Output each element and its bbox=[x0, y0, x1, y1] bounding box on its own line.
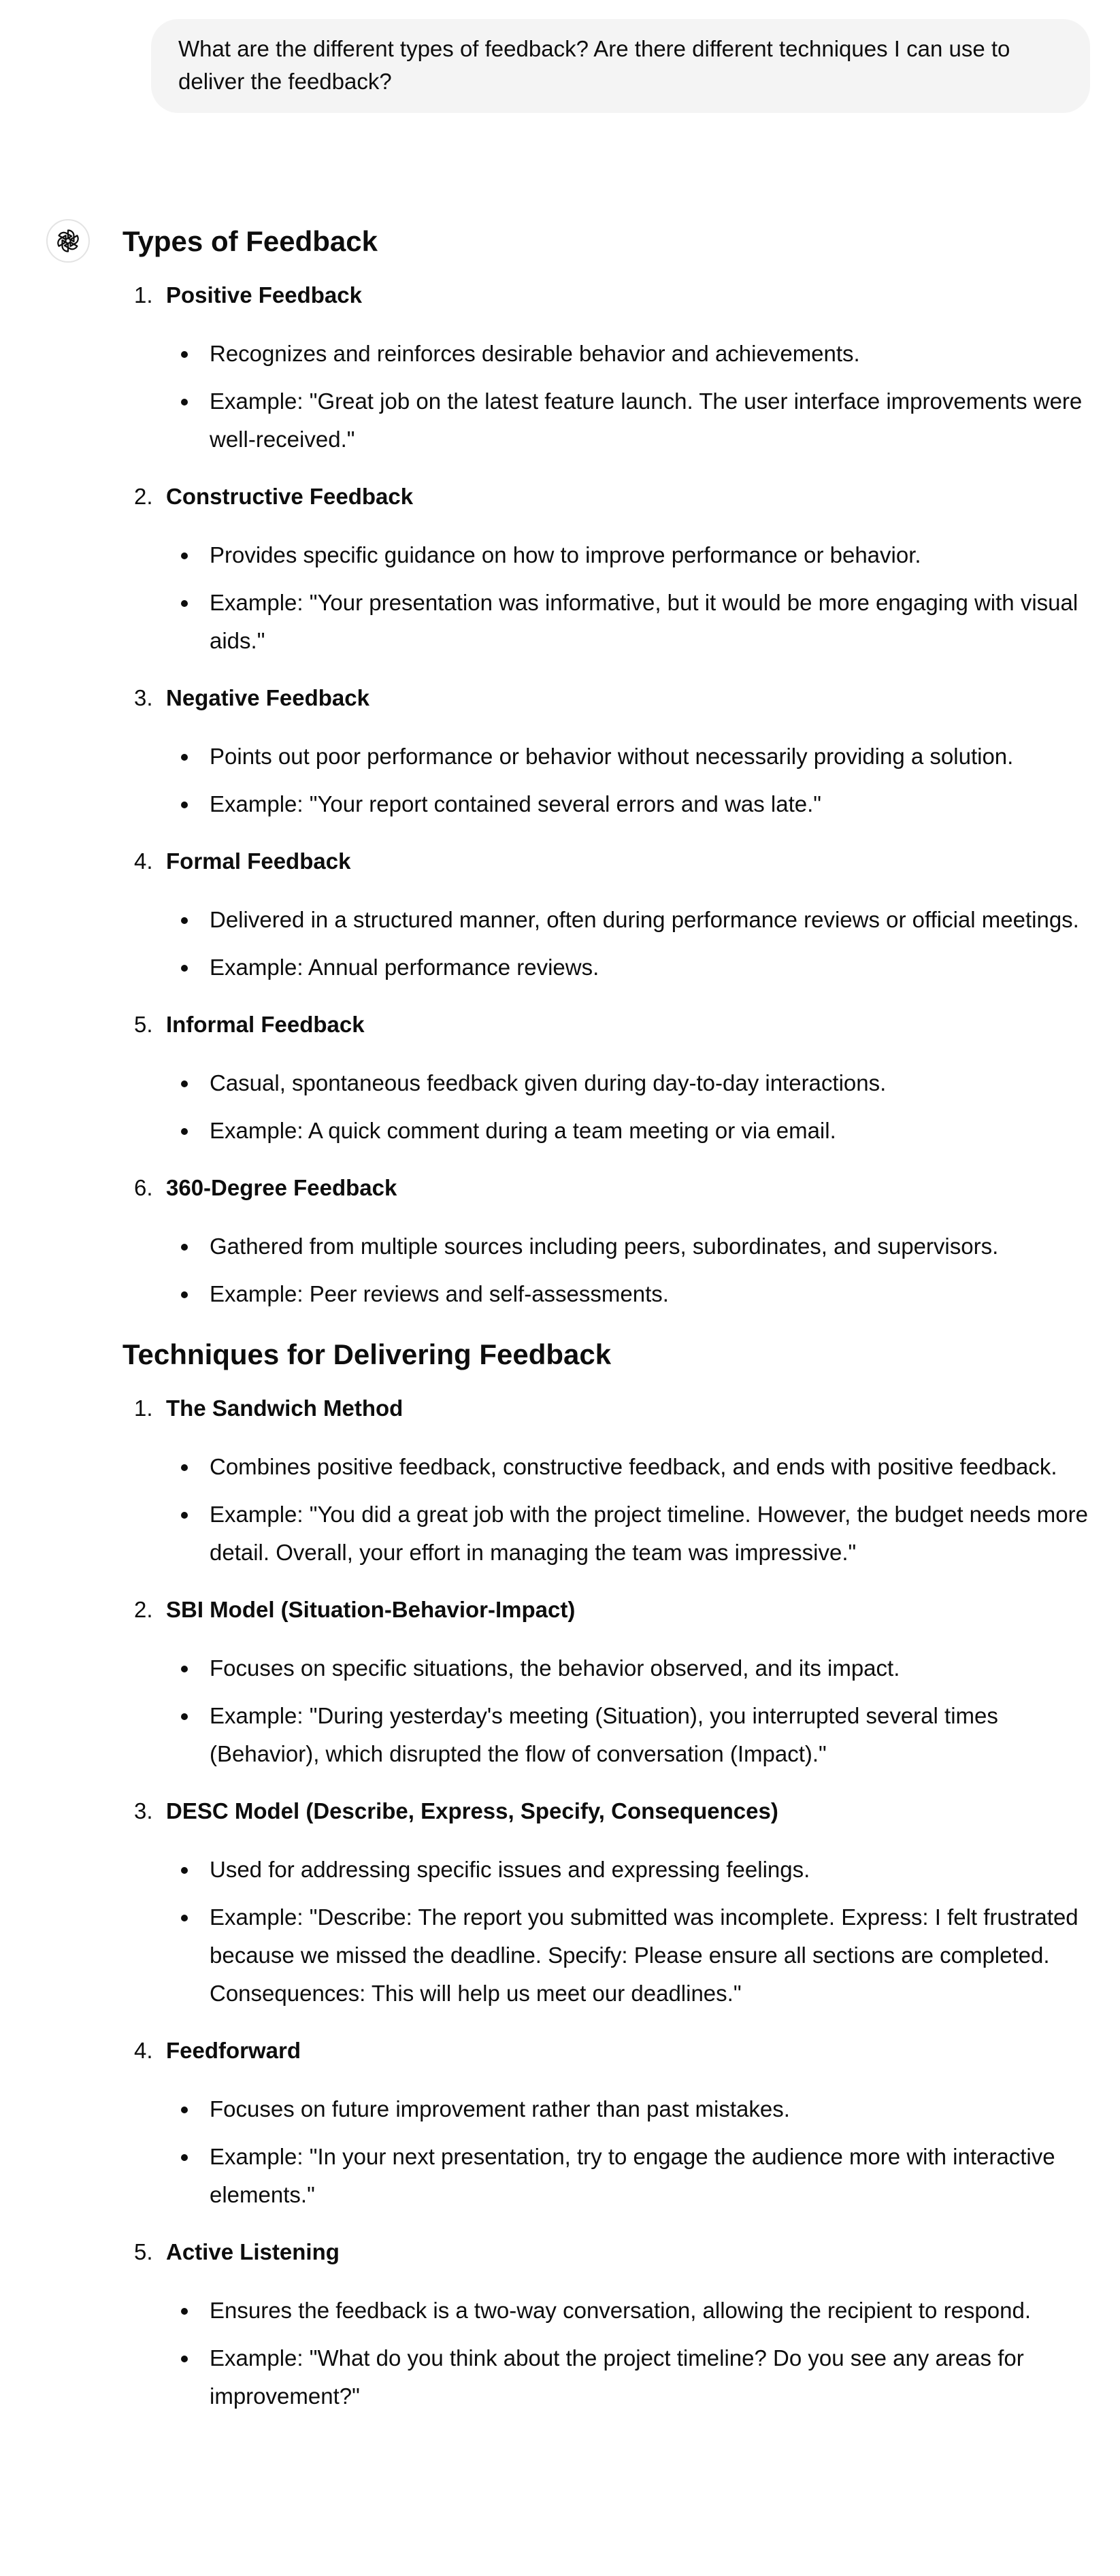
bullet-text: Example: "Great job on the latest feature launch. The user interface improvements were well-received." bbox=[210, 389, 1083, 452]
bullet-item bbox=[166, 1898, 1089, 2013]
bullet-dot-icon bbox=[181, 552, 188, 559]
list-item-number: 6. bbox=[134, 1175, 153, 1200]
bullet-text: Example: "You did a great job with the project timeline. However, the budget needs more detail. Overall, your effort in managing the team was impressive." bbox=[210, 1502, 1088, 1565]
bullet-text: Example: "In your next presentation, try to engage the audience more with interactive elements." bbox=[210, 2144, 1055, 2207]
list-item-number: 5. bbox=[134, 2239, 153, 2264]
list-item bbox=[122, 842, 1089, 987]
bullet-item bbox=[166, 382, 1089, 459]
bullet-item bbox=[166, 1649, 1089, 1687]
bullet-text: Used for addressing specific issues and expressing feelings. bbox=[210, 1857, 810, 1882]
assistant-avatar bbox=[46, 219, 90, 263]
list-item-title: The Sandwich Method bbox=[166, 1396, 403, 1421]
bullet-dot-icon bbox=[181, 917, 188, 924]
bullet-dot-icon bbox=[181, 2154, 188, 2161]
bullet-dot-icon bbox=[181, 1128, 188, 1135]
bullet-list bbox=[166, 335, 1089, 459]
user-message-text: What are the different types of feedback? Are there different techniques I can use to deliver the feedback? bbox=[178, 36, 1010, 94]
bullet-item bbox=[166, 738, 1089, 776]
list-item-number: 1. bbox=[134, 1396, 153, 1421]
bullet-item bbox=[166, 948, 1089, 987]
bullet-item bbox=[166, 1496, 1089, 1572]
list-item-number: 1. bbox=[134, 282, 153, 308]
section-heading-types: Types of Feedback bbox=[122, 225, 378, 257]
list-item bbox=[122, 1389, 1089, 1572]
list-item bbox=[122, 1169, 1089, 1313]
bullet-dot-icon bbox=[181, 1915, 188, 1921]
bullet-dot-icon bbox=[181, 1080, 188, 1087]
bullet-text: Example: A quick comment during a team meeting or via email. bbox=[210, 1118, 836, 1143]
list-item-number: 2. bbox=[134, 484, 153, 509]
bullet-text: Focuses on specific situations, the behavior observed, and its impact. bbox=[210, 1655, 900, 1681]
bullet-text: Delivered in a structured manner, often during performance reviews or official meetings. bbox=[210, 907, 1079, 932]
bullet-item bbox=[166, 1112, 1089, 1150]
bullet-item bbox=[166, 1227, 1089, 1266]
list-item bbox=[122, 1006, 1089, 1150]
numbered-list bbox=[122, 1389, 1089, 2415]
list-item-title: Active Listening bbox=[166, 2239, 340, 2264]
bullet-list bbox=[166, 2090, 1089, 2214]
bullet-item bbox=[166, 785, 1089, 823]
bullet-text: Example: "Your presentation was informative, but it would be more engaging with visual aids." bbox=[210, 590, 1078, 653]
list-item-title: Formal Feedback bbox=[166, 848, 351, 874]
list-item bbox=[122, 1591, 1089, 1773]
list-item-title: 360-Degree Feedback bbox=[166, 1175, 397, 1200]
user-message-bubble bbox=[151, 19, 1090, 113]
bullet-item bbox=[166, 536, 1089, 574]
list-item-number: 3. bbox=[134, 685, 153, 710]
bullet-text: Example: "Describe: The report you submitted was incomplete. Express: I felt frustrated because we missed the deadline. Specify: Please ensure all sections are completed. Consequences: This will help us meet our deadlines." bbox=[210, 1904, 1078, 2006]
bullet-text: Provides specific guidance on how to improve performance or behavior. bbox=[210, 542, 921, 567]
list-item-number: 2. bbox=[134, 1597, 153, 1622]
bullet-dot-icon bbox=[181, 2308, 188, 2315]
bullet-dot-icon bbox=[181, 965, 188, 972]
list-item-title: Negative Feedback bbox=[166, 685, 369, 710]
bullet-dot-icon bbox=[181, 754, 188, 761]
bullet-list bbox=[166, 1851, 1089, 2013]
bullet-dot-icon bbox=[181, 1244, 188, 1251]
list-item-number: 5. bbox=[134, 1012, 153, 1037]
list-item-number: 4. bbox=[134, 848, 153, 874]
bullet-text: Focuses on future improvement rather than past mistakes. bbox=[210, 2096, 790, 2121]
list-item-title: Feedforward bbox=[166, 2038, 301, 2063]
bullet-list bbox=[166, 738, 1089, 823]
bullet-list bbox=[166, 901, 1089, 987]
list-item bbox=[122, 276, 1089, 459]
list-item-number: 4. bbox=[134, 2038, 153, 2063]
bullet-item bbox=[166, 901, 1089, 939]
bullet-dot-icon bbox=[181, 1464, 188, 1471]
bullet-item bbox=[166, 1697, 1089, 1773]
bullet-text: Ensures the feedback is a two-way conversation, allowing the recipient to respond. bbox=[210, 2298, 1031, 2323]
bullet-dot-icon bbox=[181, 1867, 188, 1874]
bullet-text: Example: Annual performance reviews. bbox=[210, 955, 599, 980]
bullet-text: Example: "During yesterday's meeting (Situation), you interrupted several times (Behavior), which disrupted the flow of conversation (Impact)." bbox=[210, 1703, 998, 1766]
openai-logo-icon bbox=[54, 227, 82, 254]
list-item-title: DESC Model (Describe, Express, Specify, Consequences) bbox=[166, 1798, 778, 1823]
bullet-dot-icon bbox=[181, 2107, 188, 2113]
bullet-dot-icon bbox=[181, 802, 188, 808]
bullet-list bbox=[166, 1227, 1089, 1313]
bullet-list bbox=[166, 1448, 1089, 1572]
bullet-dot-icon bbox=[181, 600, 188, 607]
bullet-dot-icon bbox=[181, 351, 188, 358]
bullet-text: Recognizes and reinforces desirable behavior and achievements. bbox=[210, 341, 860, 366]
list-item-title: SBI Model (Situation-Behavior-Impact) bbox=[166, 1597, 576, 1622]
bullet-text: Combines positive feedback, constructive feedback, and ends with positive feedback. bbox=[210, 1454, 1057, 1479]
list-item bbox=[122, 2233, 1089, 2415]
bullet-item bbox=[166, 584, 1089, 660]
list-item-title: Constructive Feedback bbox=[166, 484, 414, 509]
bullet-item bbox=[166, 2090, 1089, 2128]
bullet-text: Example: "Your report contained several errors and was late." bbox=[210, 791, 822, 816]
list-item bbox=[122, 1792, 1089, 2013]
bullet-dot-icon bbox=[181, 1291, 188, 1298]
bullet-dot-icon bbox=[181, 1512, 188, 1519]
bullet-dot-icon bbox=[181, 1713, 188, 1720]
list-item bbox=[122, 679, 1089, 823]
list-item bbox=[122, 2032, 1089, 2214]
bullet-dot-icon bbox=[181, 399, 188, 406]
assistant-content bbox=[122, 219, 1089, 2434]
bullet-list bbox=[166, 536, 1089, 660]
list-item-number: 3. bbox=[134, 1798, 153, 1823]
bullet-item bbox=[166, 335, 1089, 373]
bullet-item bbox=[166, 1851, 1089, 1889]
list-item-title: Informal Feedback bbox=[166, 1012, 365, 1037]
bullet-list bbox=[166, 1649, 1089, 1773]
bullet-text: Example: Peer reviews and self-assessments. bbox=[210, 1281, 669, 1306]
bullet-item bbox=[166, 1275, 1089, 1313]
bullet-text: Example: "What do you think about the project timeline? Do you see any areas for improvement?" bbox=[210, 2345, 1024, 2409]
bullet-item bbox=[166, 1064, 1089, 1102]
bullet-text: Casual, spontaneous feedback given during day-to-day interactions. bbox=[210, 1070, 887, 1095]
bullet-item bbox=[166, 2339, 1089, 2415]
bullet-text: Points out poor performance or behavior without necessarily providing a solution. bbox=[210, 744, 1014, 769]
bullet-list bbox=[166, 1064, 1089, 1150]
numbered-list bbox=[122, 276, 1089, 1313]
bullet-text: Gathered from multiple sources including peers, subordinates, and supervisors. bbox=[210, 1234, 999, 1259]
bullet-dot-icon bbox=[181, 1666, 188, 1672]
section-heading-techniques: Techniques for Delivering Feedback bbox=[122, 1338, 612, 1370]
list-item-title: Positive Feedback bbox=[166, 282, 362, 308]
bullet-item bbox=[166, 2292, 1089, 2330]
bullet-list bbox=[166, 2292, 1089, 2415]
bullet-dot-icon bbox=[181, 2356, 188, 2362]
bullet-item bbox=[166, 1448, 1089, 1486]
bullet-item bbox=[166, 2138, 1089, 2214]
list-item bbox=[122, 478, 1089, 660]
